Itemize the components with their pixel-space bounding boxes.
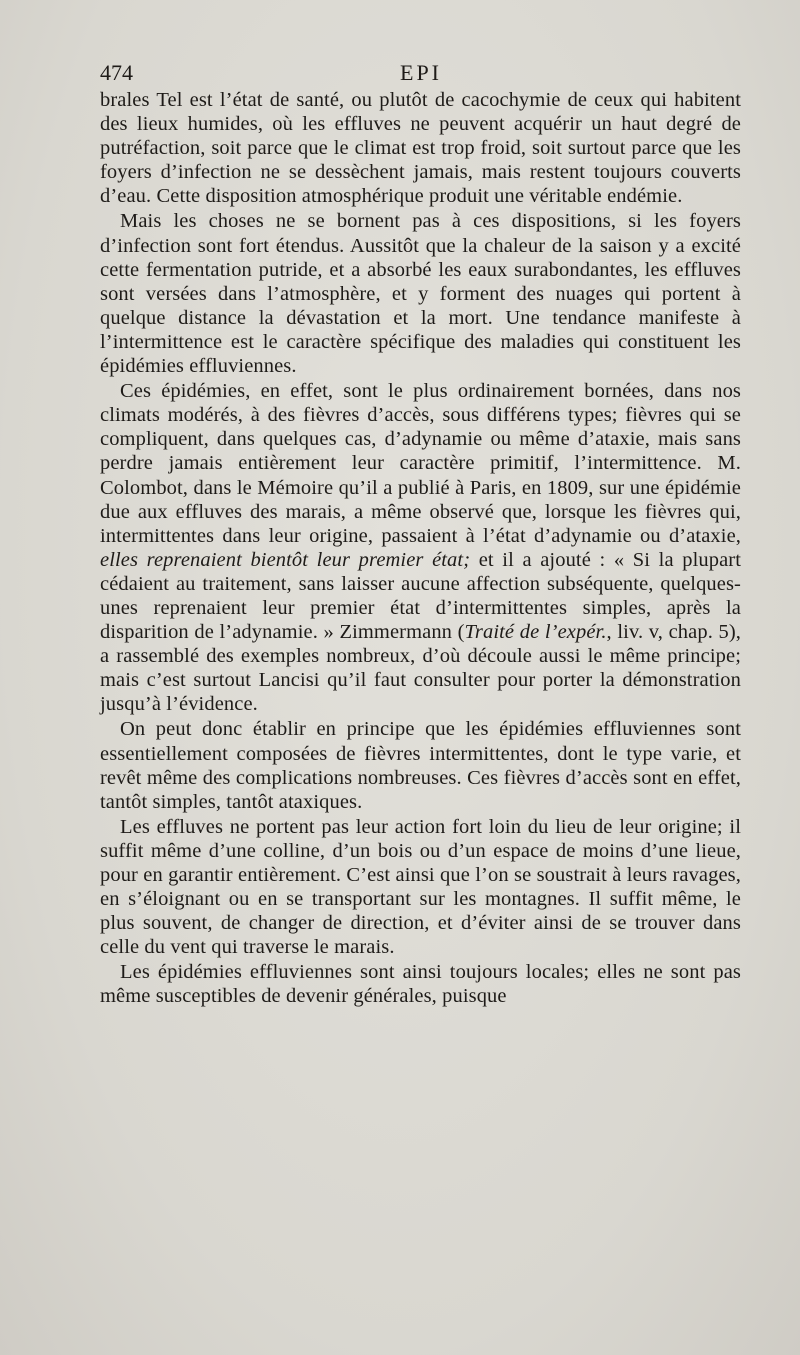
paragraph-6: Les épidémies effluviennes sont ainsi toujours locales; elles ne sont pas même susceptibles de devenir générales, puisque bbox=[100, 961, 741, 1008]
paragraph-3 bbox=[100, 379, 741, 716]
paragraph-4: On peut donc établir en principe que les épidémies effluviennes sont essentiellement composées de fièvres intermittentes, dont le type varie, et revêt même des complications nombreuses. Ces fièvres d’accès sont en effet, tantôt simples, tantôt ataxiques. bbox=[100, 718, 741, 813]
paragraph-3-text-end: , liv. v, chap. 5), a rassemblé des exemples nombreux, d’où découle aussi le même principe; mais c’est surtout Lancisi qu’il faut consulter pour porter la démonstration jusqu’à l’évidence. bbox=[100, 621, 742, 716]
paragraph-3-text-middle: et il a ajouté : « Si la plupart cédaient au traitement, sans laisser aucune affection subséquente, quelques-unes reprenaient leur premier état d’intermittentes simples, après la disparition de l’adynamie. » Zimmermann ( bbox=[100, 548, 741, 644]
paragraph-3-text-start: Ces épidémies, en effet, sont le plus ordinairement bornées, dans nos climats modérés, à des fièvres d’accès, sous différens types; fièvres qui se compliquent, dans quelques cas, d’adynamie ou même d’ataxie, mais sans perdre jamais entièrement leur caractère primitif, l’intermittence. M. Colombot, dans le Mémoire qu’il a publié à Paris, en 1809, sur une épidémie due aux effluves des marais, a même observé que, lorsque les fièvres qui, intermittentes dans leur origine, passaient à l’état d’adynamie ou d’ataxie, bbox=[100, 380, 741, 547]
page-header bbox=[100, 60, 740, 90]
paragraph-3-italic-citation: Traité de l’expér. bbox=[464, 621, 607, 644]
paragraph-5: Les effluves ne portent pas leur action fort loin du lieu de leur origine; il suffit même d’une colline, d’un bois ou d’un espace de moins d’une lieue, pour en garantir entièrement. C’est ainsi que l’on se soustrait à leurs ravages, en s’éloignant ou en se transportant sur les montagnes. Il suffit même, le plus souvent, de changer de direction, et d’éviter ainsi de se trouver dans celle du vent qui traverse le marais. bbox=[100, 815, 741, 959]
page-number: 474 bbox=[100, 60, 133, 85]
paragraph-3-italic-quote: elles reprenaient bientôt leur premier état; bbox=[100, 548, 471, 571]
running-head: EPI bbox=[400, 60, 442, 85]
paragraph-2: Mais les choses ne se bornent pas à ces dispositions, si les foyers d’infection sont fort étendus. Aussitôt que la chaleur de la saison y a excité cette fermentation putride, et a absorbé les eaux surabondantes, les effluves sont versées dans l’atmosphère, et y forment des nuages qui portent à quelque distance la dévastation et la mort. Une tendance manifeste à l’intermittence est le caractère spécifique des maladies qui constituent les épidémies effluviennes. bbox=[100, 210, 741, 378]
paragraph-1: brales Tel est l’état de santé, ou plutôt de cacochymie de ceux qui habitent des lieux humides, où les effluves ne peuvent acquérir un haut degré de putréfaction, soit parce que le climat est trop froid, soit surtout parce que les foyers d’infection ne se dessèchent jamais, mais restent toujours couverts d’eau. Cette disposition atmosphérique produit une véritable endémie. bbox=[100, 89, 741, 208]
body-text bbox=[100, 88, 741, 1009]
